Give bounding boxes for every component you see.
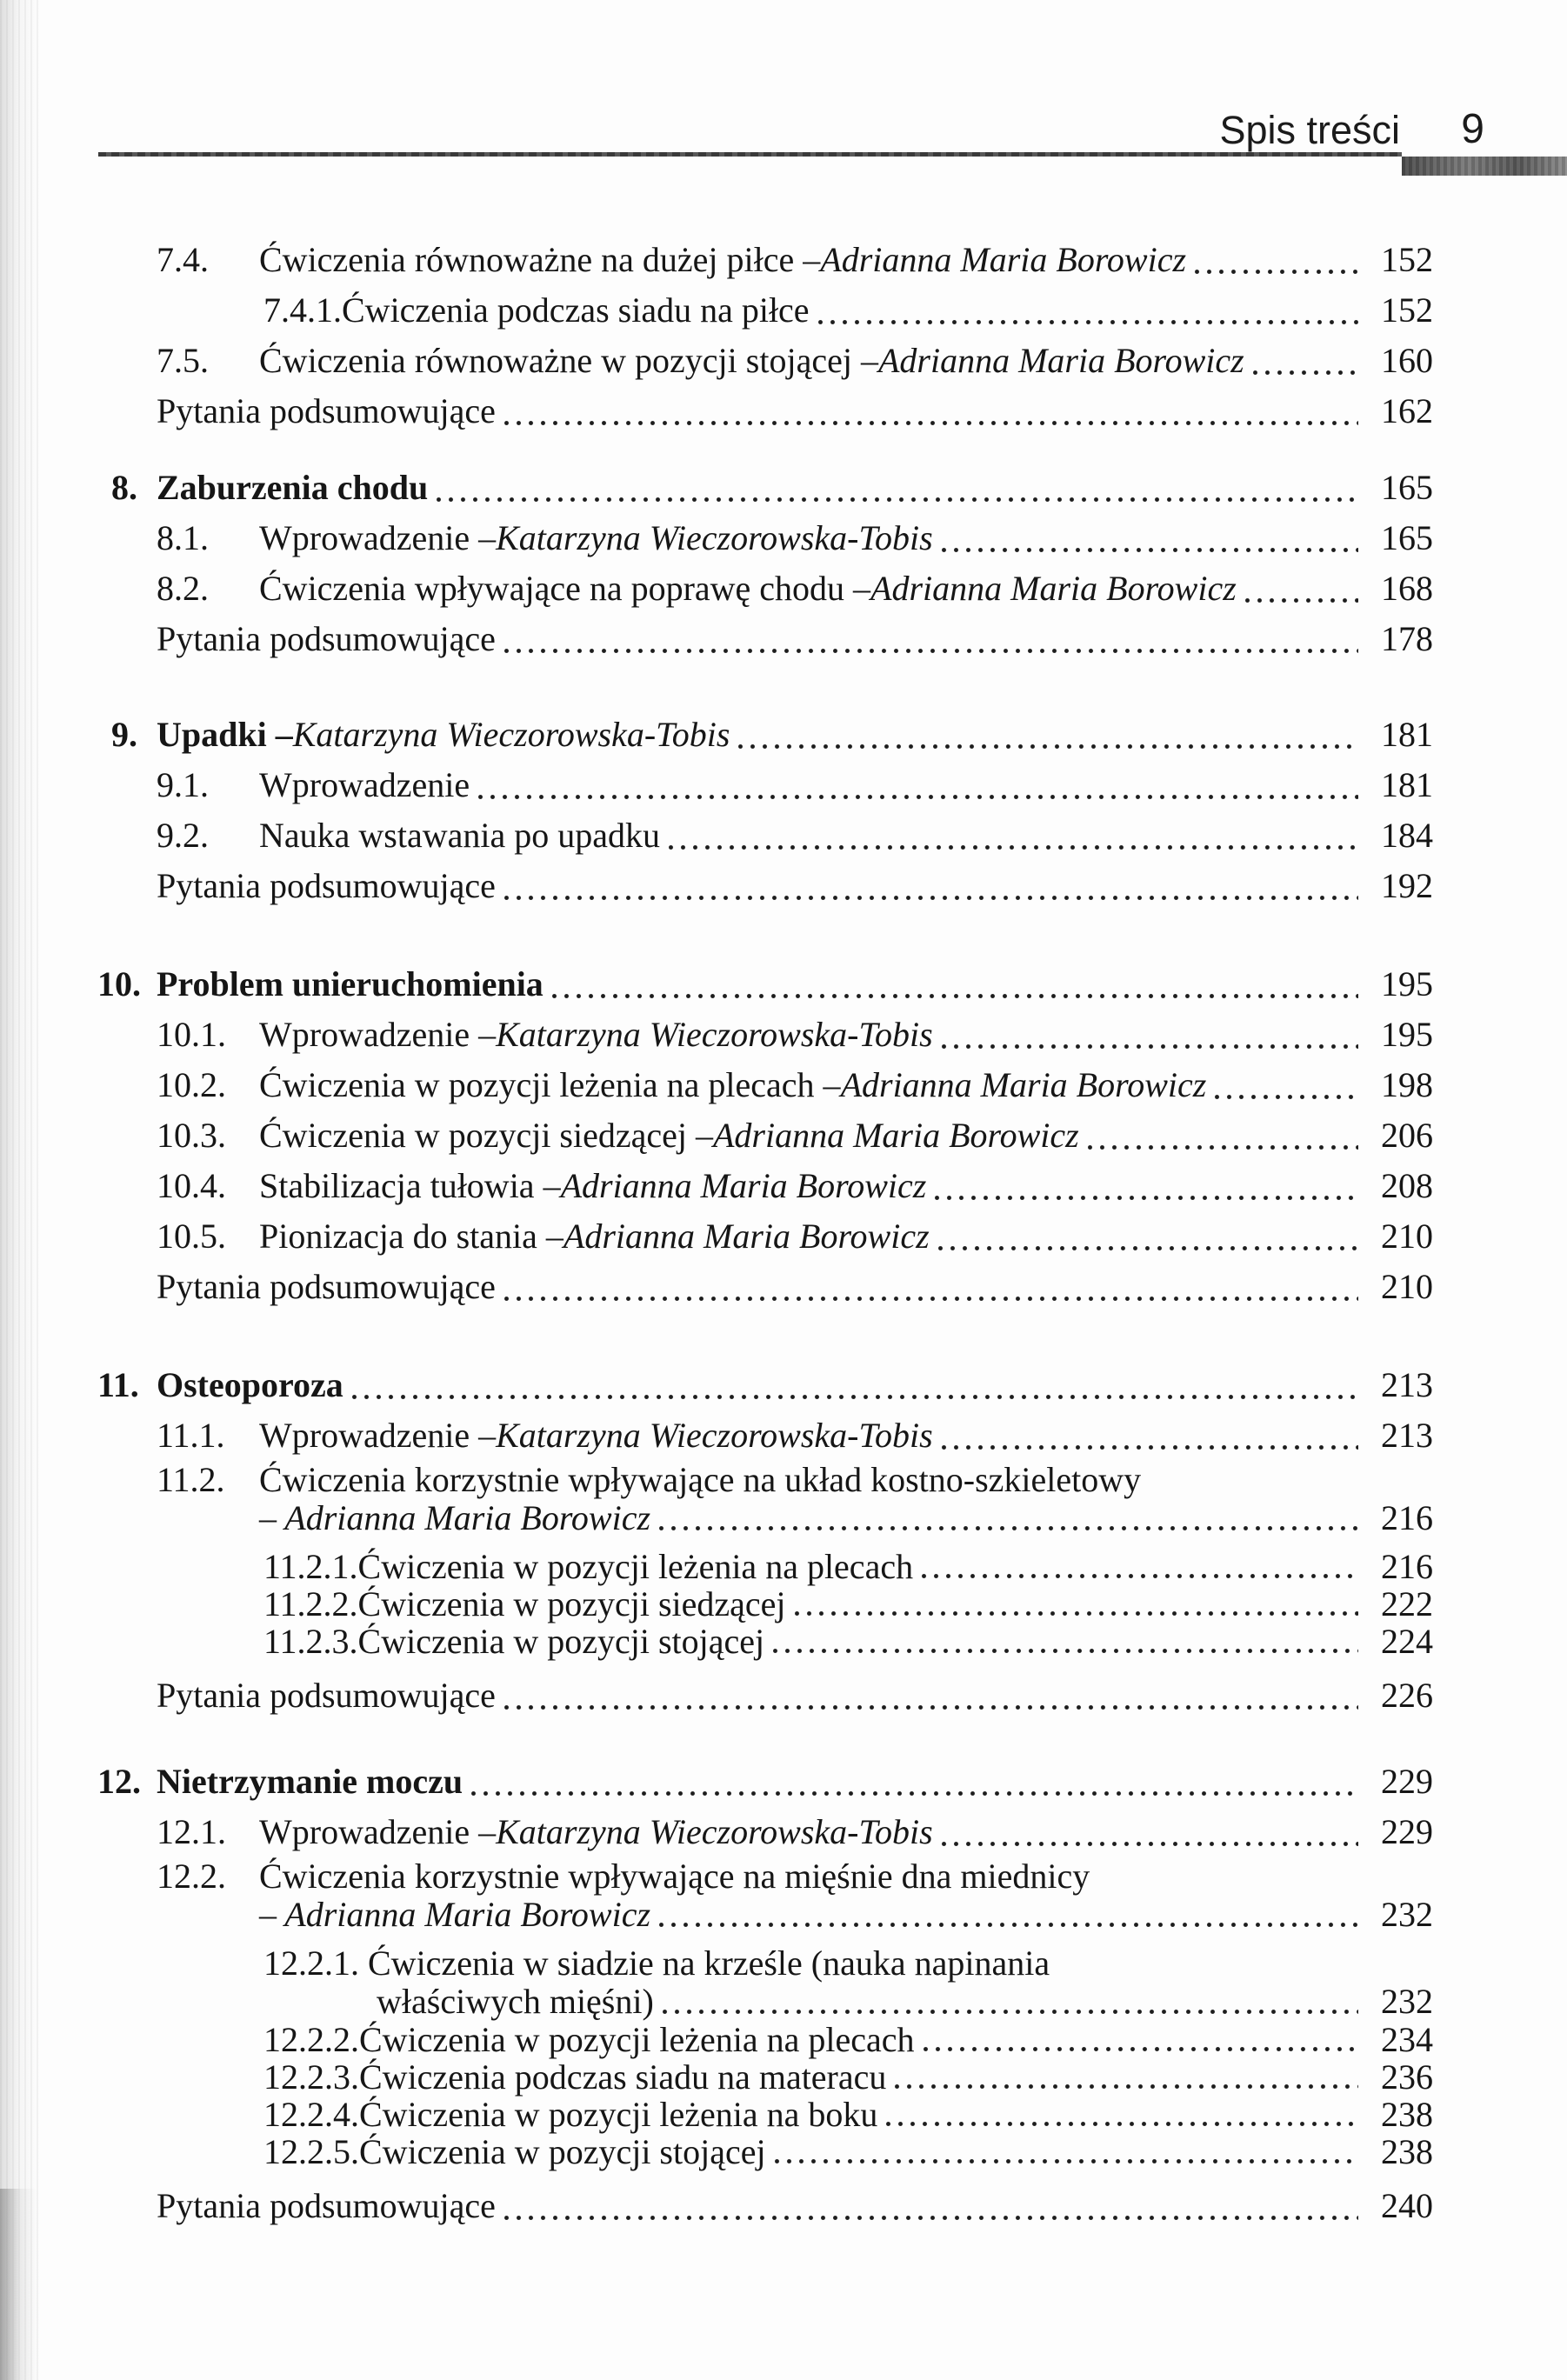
- entry-author: Adrianna Maria Borowicz: [713, 1116, 1079, 1155]
- scan-corner-smudge: [0, 2189, 37, 2380]
- entry-title: Ćwiczenia korzystnie wpływające na układ kostno-szkieletowy: [259, 1460, 1142, 1499]
- entry-number: 11.2.: [157, 1460, 225, 1499]
- entry-title: Pytania podsumowujące: [157, 619, 496, 658]
- leader-dots: [504, 1670, 1358, 1721]
- entry-page: 229: [1381, 1812, 1433, 1851]
- entry-page: 181: [1381, 765, 1433, 804]
- toc-entry: [97, 1757, 1433, 1807]
- header-dark-bar: [1402, 157, 1567, 176]
- leader-dots: [437, 463, 1358, 513]
- toc-entry: [157, 614, 1433, 664]
- leader-dots: [886, 2096, 1358, 2133]
- entry-title: Ćwiczenia podczas siadu na piłce: [342, 290, 810, 330]
- leader-dots: [552, 959, 1358, 1010]
- leader-dots: [773, 1623, 1358, 1660]
- entry-page: 198: [1381, 1065, 1433, 1104]
- entry-title: Ćwiczenia w pozycji siedzącej: [357, 1584, 786, 1623]
- entry-line1: [263, 1944, 1433, 1983]
- leader-dots: [935, 1161, 1358, 1211]
- toc-entry: [263, 2096, 1433, 2133]
- entry-number: 10.: [97, 964, 141, 1003]
- entry-page: 236: [1381, 2057, 1433, 2097]
- entry-page: 222: [1381, 1584, 1433, 1623]
- entry-title: Stabilizacja tułowia –: [259, 1166, 561, 1205]
- entry-title: Ćwiczenia w pozycji leżenia na plecach: [357, 1547, 914, 1586]
- leader-dots: [352, 1360, 1358, 1410]
- entry-number: 11.2.3.: [263, 1622, 358, 1661]
- leader-dots: [1253, 336, 1358, 386]
- entry-line1: [259, 1857, 1433, 1896]
- entry-title: Ćwiczenia w pozycji leżenia na plecach: [359, 2020, 915, 2059]
- entry-number: 7.4.: [157, 240, 209, 279]
- entry-number: 12.2.3.: [263, 2057, 359, 2097]
- entry-title: Osteoporoza: [157, 1365, 343, 1404]
- entry-page: 195: [1381, 964, 1433, 1003]
- entry-title: Upadki –: [157, 715, 293, 754]
- toc-entry: [263, 2058, 1433, 2096]
- entry-number: 11.1.: [157, 1416, 225, 1455]
- entry-title: Wprowadzenie –: [259, 1812, 497, 1851]
- entry-title: Pytania podsumowujące: [157, 1267, 496, 1306]
- entry-page: 208: [1381, 1166, 1433, 1205]
- toc-entry: [157, 1110, 1433, 1161]
- page-title: Spis treści: [1219, 108, 1400, 152]
- scan-left-edge-shadow: [0, 0, 40, 2380]
- toc-entry: [157, 861, 1433, 911]
- entry-page: 168: [1381, 569, 1433, 608]
- toc-entry: [97, 959, 1433, 1010]
- entry-number: 10.3.: [157, 1116, 226, 1155]
- leader-dots: [942, 1807, 1358, 1857]
- entry-number: 9.1.: [157, 765, 209, 804]
- toc-entry: [157, 386, 1433, 437]
- entry-page: 240: [1381, 2186, 1433, 2225]
- toc-entry: [157, 1211, 1433, 1262]
- leader-dots: [659, 1896, 1358, 1934]
- entry-page: 213: [1381, 1365, 1433, 1404]
- entry-title: Problem unieruchomienia: [157, 964, 543, 1003]
- toc-entry: [263, 1623, 1433, 1660]
- entry-title: Wprowadzenie –: [259, 1416, 497, 1455]
- entry-title: Zaburzenia chodu: [157, 468, 429, 507]
- entry-author: Katarzyna Wieczorowska-Tobis: [292, 715, 730, 754]
- entry-page: 165: [1381, 468, 1433, 507]
- entry-number: 10.2.: [157, 1065, 226, 1104]
- entry-number: 8.: [111, 468, 137, 507]
- entry-title-continued: właściwych mięśni): [377, 1982, 654, 2021]
- entry-page: 192: [1381, 866, 1433, 905]
- entry-page: 216: [1381, 1547, 1433, 1586]
- entry-author: Katarzyna Wieczorowska-Tobis: [496, 1015, 933, 1054]
- leader-dots: [922, 1548, 1358, 1585]
- toc-entry: [157, 235, 1433, 285]
- entry-author: Adrianna Maria Borowicz: [560, 1166, 927, 1205]
- toc-entry: [157, 810, 1433, 861]
- entry-title: Ćwiczenia w pozycji leżenia na plecach –: [259, 1065, 841, 1104]
- entry-number: 12.1.: [157, 1812, 226, 1851]
- entry-number: 11.2.2.: [263, 1584, 358, 1623]
- toc-entry: [157, 1262, 1433, 1312]
- toc-entry: [157, 1807, 1433, 1857]
- entry-title: Pionizacja do stania –: [259, 1217, 563, 1256]
- entry-page: 178: [1381, 619, 1433, 658]
- leader-dots: [938, 1211, 1358, 1262]
- toc-entry: [263, 1585, 1433, 1623]
- toc-entry: [157, 1161, 1433, 1211]
- entry-author: Adrianna Maria Borowicz: [877, 341, 1244, 380]
- header-rule: [98, 152, 1402, 157]
- entry-title: Ćwiczenia w pozycji siedzącej –: [259, 1116, 713, 1155]
- entry-title: Pytania podsumowujące: [157, 2186, 496, 2225]
- entry-title: Ćwiczenia równoważne w pozycji stojącej –: [259, 341, 878, 380]
- entry-title: Ćwiczenia w pozycji stojącej: [359, 2132, 766, 2171]
- entry-page: 181: [1381, 715, 1433, 754]
- entry-author: Katarzyna Wieczorowska-Tobis: [496, 518, 933, 557]
- leader-dots: [504, 1262, 1358, 1312]
- entry-lines: [259, 1857, 1433, 1934]
- entry-number: 12.: [97, 1762, 141, 1801]
- leader-dots: [1215, 1060, 1358, 1110]
- toc-entry: [263, 2021, 1433, 2058]
- leader-dots: [478, 760, 1358, 810]
- entry-number: 12.2.5.: [263, 2132, 359, 2171]
- entry-number: 7.4.1.: [263, 290, 342, 330]
- entry-page: 184: [1381, 816, 1433, 855]
- entry-page: 210: [1381, 1217, 1433, 1256]
- leader-dots: [818, 285, 1358, 336]
- leader-dots: [775, 2133, 1358, 2170]
- entry-number: 9.2.: [157, 816, 209, 855]
- entry-page: 234: [1381, 2020, 1433, 2059]
- entry-page: 152: [1381, 240, 1433, 279]
- entry-page: 160: [1381, 341, 1433, 380]
- entry-author: – Adrianna Maria Borowicz: [259, 1895, 651, 1934]
- toc-entry: [157, 1060, 1433, 1110]
- entry-title: Wprowadzenie –: [259, 518, 497, 557]
- entry-title: Ćwiczenia w pozycji stojącej: [357, 1622, 765, 1661]
- entry-number: 8.2.: [157, 569, 209, 608]
- entry-lines: [263, 1944, 1433, 2021]
- entry-page: 216: [1381, 1498, 1433, 1537]
- entry-title: Ćwiczenia podczas siadu na materacu: [359, 2057, 887, 2097]
- leader-dots: [669, 810, 1358, 861]
- toc-entry: [157, 760, 1433, 810]
- entry-page: 152: [1381, 290, 1433, 330]
- entry-number: 10.5.: [157, 1217, 226, 1256]
- entry-page: 224: [1381, 1622, 1433, 1661]
- entry-number: 9.: [111, 715, 137, 754]
- leader-dots: [942, 1410, 1358, 1461]
- leader-dots: [942, 1010, 1358, 1060]
- toc-entry: [157, 1857, 1433, 1934]
- entry-line2: [259, 1499, 1433, 1537]
- entry-lines: [259, 1461, 1433, 1537]
- entry-number: 12.2.: [157, 1857, 226, 1896]
- leader-dots: [738, 710, 1358, 760]
- toc-entry: [263, 2133, 1433, 2170]
- entry-page: 195: [1381, 1015, 1433, 1054]
- toc-entry: [157, 336, 1433, 386]
- toc-entry: [263, 1944, 1433, 2021]
- entry-page: 210: [1381, 1267, 1433, 1306]
- leader-dots: [504, 2181, 1358, 2231]
- leader-dots: [659, 1499, 1358, 1537]
- entry-page: 232: [1381, 1895, 1433, 1934]
- entry-author: Adrianna Maria Borowicz: [870, 569, 1237, 608]
- leader-dots: [663, 1983, 1358, 2021]
- entry-title: Ćwiczenia w siadzie na krześle (nauka napinania: [368, 1943, 1050, 1983]
- leader-dots: [1088, 1110, 1358, 1161]
- entry-line2: [263, 1983, 1433, 2021]
- entry-line2: [259, 1896, 1433, 1934]
- toc-entry: [97, 1360, 1433, 1410]
- entry-number: 7.5.: [157, 341, 209, 380]
- leader-dots: [1245, 563, 1358, 614]
- toc-entry: [157, 563, 1433, 614]
- entry-page: 213: [1381, 1416, 1433, 1455]
- toc-entry: [157, 1010, 1433, 1060]
- toc-entry: [97, 463, 1433, 513]
- leader-dots: [942, 513, 1358, 563]
- entry-number: 10.1.: [157, 1015, 226, 1054]
- toc-entry: [157, 2181, 1433, 2231]
- entry-number: 12.2.2.: [263, 2020, 359, 2059]
- entry-title: Wprowadzenie –: [259, 1015, 497, 1054]
- leader-dots: [924, 2021, 1358, 2058]
- toc-entry: [263, 1548, 1433, 1585]
- toc-entry: [97, 710, 1433, 760]
- entry-title: Pytania podsumowujące: [157, 391, 496, 430]
- entry-number: 11.: [97, 1365, 139, 1404]
- entry-page: 232: [1381, 1982, 1433, 2021]
- toc-list: [97, 235, 1433, 2231]
- entry-title: Ćwiczenia wpływające na poprawę chodu –: [259, 569, 871, 608]
- leader-dots: [795, 1585, 1358, 1623]
- toc-entry: [263, 285, 1433, 336]
- entry-author: Adrianna Maria Borowicz: [820, 240, 1187, 279]
- entry-page: 165: [1381, 518, 1433, 557]
- entry-number: 12.2.1.: [263, 1943, 359, 1983]
- entry-author: Adrianna Maria Borowicz: [840, 1065, 1207, 1104]
- entry-title: Ćwiczenia w pozycji leżenia na boku: [359, 2095, 878, 2134]
- entry-author: Adrianna Maria Borowicz: [563, 1217, 930, 1256]
- entry-author: Katarzyna Wieczorowska-Tobis: [496, 1416, 933, 1455]
- toc-entry: [157, 1461, 1433, 1537]
- entry-title: Pytania podsumowujące: [157, 1676, 496, 1715]
- entry-page: 229: [1381, 1762, 1433, 1801]
- entry-title: Ćwiczenia korzystnie wpływające na mięśnie dna miednicy: [259, 1857, 1090, 1896]
- entry-line1: [259, 1461, 1433, 1499]
- entry-page: 206: [1381, 1116, 1433, 1155]
- leader-dots: [504, 861, 1358, 911]
- toc-entry: [157, 1670, 1433, 1721]
- entry-title: Pytania podsumowujące: [157, 866, 496, 905]
- entry-number: 11.2.1.: [263, 1547, 358, 1586]
- entry-number: 10.4.: [157, 1166, 226, 1205]
- entry-title: Nietrzymanie moczu: [157, 1762, 463, 1801]
- entry-title: Ćwiczenia równoważne na dużej piłce –: [259, 240, 821, 279]
- entry-page: 162: [1381, 391, 1433, 430]
- entry-title: Nauka wstawania po upadku: [259, 816, 660, 855]
- entry-title: Wprowadzenie: [259, 765, 470, 804]
- leader-dots: [471, 1757, 1358, 1807]
- toc-entry: [157, 1410, 1433, 1461]
- leader-dots: [1195, 235, 1358, 285]
- entry-author: – Adrianna Maria Borowicz: [259, 1498, 651, 1537]
- leader-dots: [895, 2058, 1358, 2096]
- entry-page: 238: [1381, 2095, 1433, 2134]
- entry-page: 226: [1381, 1676, 1433, 1715]
- entry-page: 238: [1381, 2132, 1433, 2171]
- page-number: 9: [1461, 106, 1484, 152]
- entry-author: Katarzyna Wieczorowska-Tobis: [496, 1812, 933, 1851]
- entry-number: 12.2.4.: [263, 2095, 359, 2134]
- leader-dots: [504, 386, 1358, 437]
- entry-number: 8.1.: [157, 518, 209, 557]
- toc-entry: [157, 513, 1433, 563]
- leader-dots: [504, 614, 1358, 664]
